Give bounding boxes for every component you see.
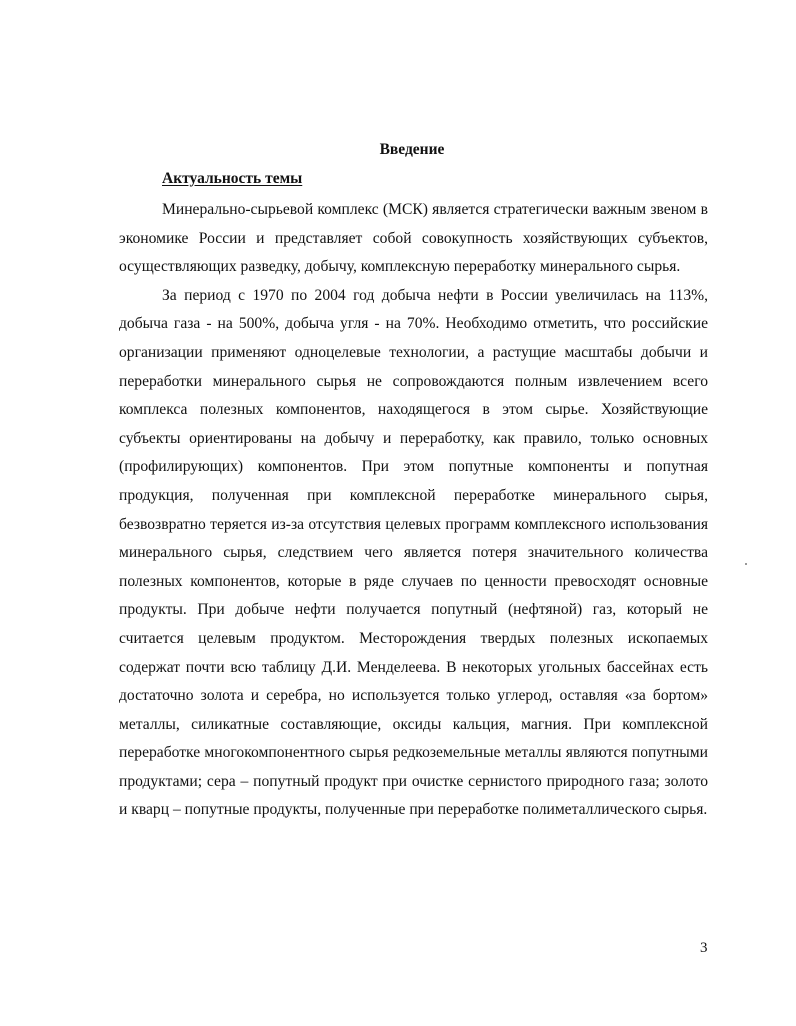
scan-artifact xyxy=(745,563,747,565)
body-text xyxy=(119,196,708,825)
paragraph: Минерально-сырьевой комплекс (МСК) является стратегически важным звеном в экономике России и представляет собой совокупность хозяйствующих субъектов, осуществляющих разведку, добычу, комплексную переработку минерального сырья. xyxy=(119,201,708,276)
section-heading: Введение xyxy=(379,141,445,158)
page-number: 3 xyxy=(700,940,708,956)
subsection-heading: Актуальность темы xyxy=(162,170,303,187)
paragraph: За период с 1970 по 2004 год добыча нефти в России увеличилась на 113%, добыча газа - на 500%, добыча угля - на 70%. Необходимо отметить, что российские организации применяют одноцелевые технологии, а растущие масштабы добычи и переработки минерального сырья не сопровождаются полным извлечением всего комплекса полезных компонентов, находящегося в этом сырье. Хозяйствующие субъекты ориентированы на добычу и переработку, как правило, только основных (профилирующих) компонентов. При этом попутные компоненты и попутная продукция, полученная при комплексной переработке минерального сырья, безвозвратно теряется из-за отсутствия целевых программ комплексного использования минерального сырья, следствием чего является потеря значительного количества полезных компонентов, которые в ряде случаев по ценности превосходят основные продукты. При добыче нефти получается попутный (нефтяной) газ, который не считается целевым продуктом. Месторождения твердых полезных ископаемых содержат почти всю таблицу Д.И. Менделеева. В некоторых угольных бассейнах есть достаточно золота и серебра, но используется только углерод, оставляя «за бортом» металлы, силикатные составляющие, оксиды кальция, магния. При комплексной переработке многокомпонентного сырья редкоземельные металлы являются попутными продуктами; сера – попутный продукт при очистке сернистого природного газа; золото и кварц – попутные продукты, полученные при переработке полиметаллического сырья. xyxy=(119,286,708,819)
